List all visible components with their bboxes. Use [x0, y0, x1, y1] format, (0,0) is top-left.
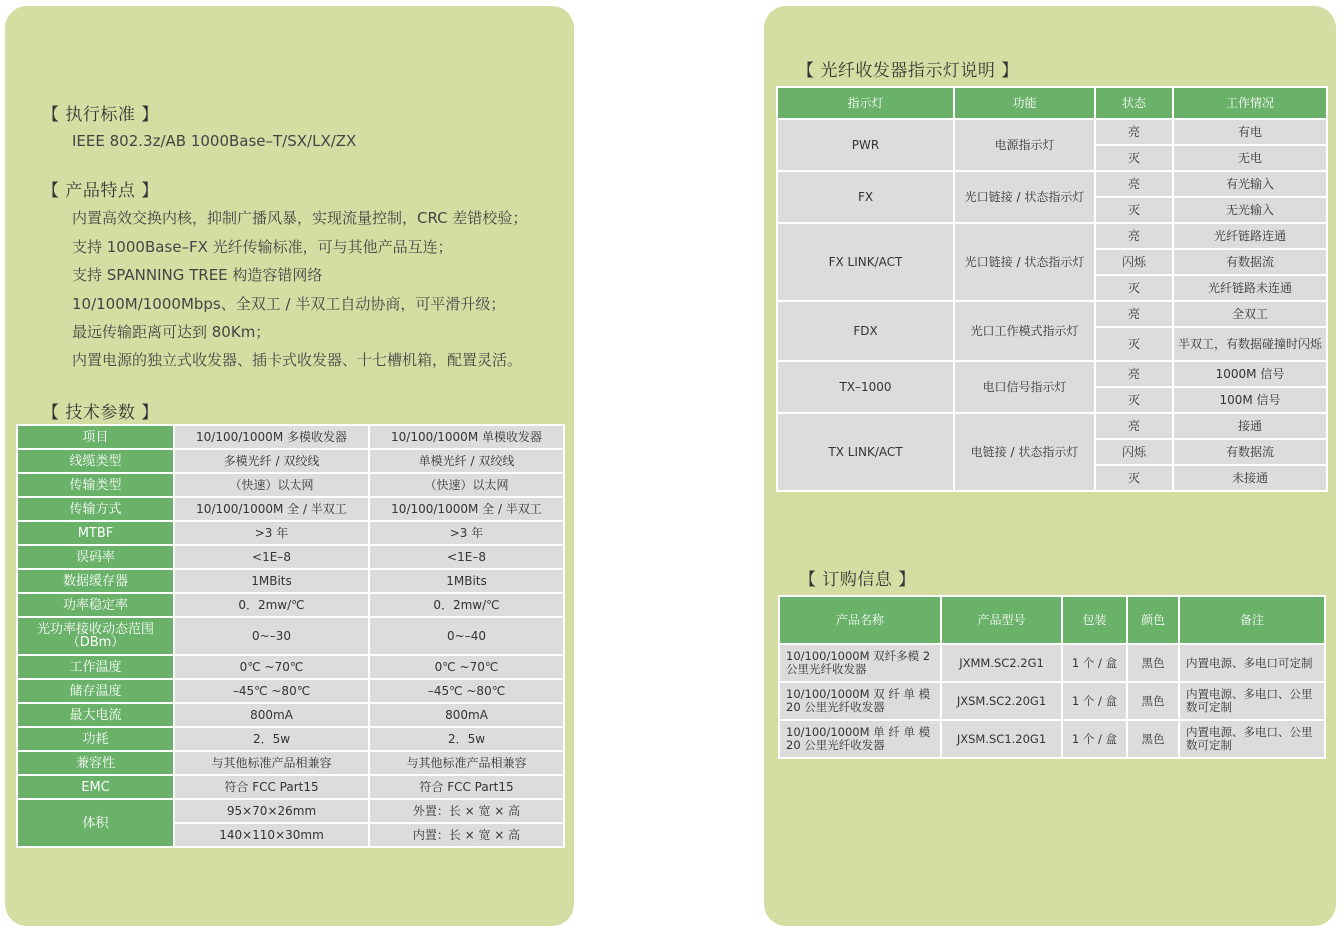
row-label: 线缆类型 — [17, 449, 174, 473]
table-cell: 2．5w — [369, 727, 564, 751]
indicator-function: 电源指示灯 — [954, 119, 1095, 171]
table-cell: 单模光纤 / 双绞线 — [369, 449, 564, 473]
indicator-condition: 无光输入 — [1173, 197, 1327, 223]
indicator-condition: 1000M 信号 — [1173, 361, 1327, 387]
table-cell: 符合 FCC Part15 — [369, 775, 564, 799]
table-cell: 800mA — [174, 703, 369, 727]
table-row — [779, 682, 1325, 720]
table-row — [17, 751, 564, 775]
indicator-name: TX LINK/ACT — [777, 413, 954, 491]
indicator-condition: 未接通 — [1173, 465, 1327, 491]
indicator-condition: 有电 — [1173, 119, 1327, 145]
indicator-condition: 光纤链路未连通 — [1173, 275, 1327, 301]
feature-line: 10/100M/1000Mbps、全双工 / 半双工自动协商，可平滑升级； — [72, 295, 506, 313]
standard-heading: 【 执行标准 】 — [42, 105, 159, 125]
table-header-row — [779, 596, 1325, 644]
row-label: 功率稳定率 — [17, 593, 174, 617]
table-cell: 10/100/1000M 全 / 半双工 — [174, 497, 369, 521]
indicator-state: 灭 — [1095, 275, 1173, 301]
header-cell: 指示灯 — [777, 87, 954, 119]
feature-line: 最远传输距离可达到 80Km； — [72, 323, 271, 341]
indicator-table — [776, 86, 1328, 492]
header-cell: 产品型号 — [941, 596, 1062, 644]
table-cell: 0℃ ~70℃ — [369, 655, 564, 679]
table-cell: <1E–8 — [174, 545, 369, 569]
table-row — [777, 223, 1327, 249]
table-row — [17, 521, 564, 545]
feature-line: 内置电源的独立式收发器、插卡式收发器、十七槽机箱，配置灵活。 — [72, 351, 523, 369]
indicator-state: 灭 — [1095, 145, 1173, 171]
header-cell: 状态 — [1095, 87, 1173, 119]
header-cell: 工作情况 — [1173, 87, 1327, 119]
indicator-state: 闪烁 — [1095, 249, 1173, 275]
indicator-name: FDX — [777, 301, 954, 361]
row-label: EMC — [17, 775, 174, 799]
features-heading: 【 产品特点 】 — [42, 181, 159, 201]
row-label: MTBF — [17, 521, 174, 545]
feature-line: 内置高效交换内核，抑制广播风暴，实现流量控制，CRC 差错校验； — [72, 209, 528, 227]
standard-text: IEEE 802.3z/AB 1000Base–T/SX/LX/ZX — [72, 132, 357, 150]
product-name: 10/100/1000M 双纤多模 2 公里光纤收发器 — [779, 644, 941, 682]
table-cell: 2．5w — [174, 727, 369, 751]
indicator-condition: 无电 — [1173, 145, 1327, 171]
indicator-function: 电口信号指示灯 — [954, 361, 1095, 413]
table-header-row — [777, 87, 1327, 119]
indicator-name: PWR — [777, 119, 954, 171]
product-note: 内置电源、多电口可定制 — [1179, 644, 1325, 682]
indicator-condition: 光纤链路连通 — [1173, 223, 1327, 249]
table-cell: >3 年 — [369, 521, 564, 545]
indicator-name: FX LINK/ACT — [777, 223, 954, 301]
indicator-state: 亮 — [1095, 171, 1173, 197]
table-cell: –45℃ ~80℃ — [174, 679, 369, 703]
table-row — [17, 569, 564, 593]
indicator-state: 灭 — [1095, 387, 1173, 413]
product-model: JXSM.SC2.20G1 — [941, 682, 1062, 720]
table-cell: 内置：长 × 宽 × 高 — [369, 823, 564, 847]
table-cell: 与其他标准产品相兼容 — [369, 751, 564, 775]
product-model: JXMM.SC2.2G1 — [941, 644, 1062, 682]
row-label: 最大电流 — [17, 703, 174, 727]
table-cell: 0℃ ~70℃ — [174, 655, 369, 679]
indicator-condition: 有光输入 — [1173, 171, 1327, 197]
indicator-condition: 半双工，有数据碰撞时闪烁 — [1173, 327, 1327, 361]
table-row — [17, 593, 564, 617]
indicator-function: 电链接 / 状态指示灯 — [954, 413, 1095, 491]
table-cell: （快速）以太网 — [174, 473, 369, 497]
feature-line: 支持 SPANNING TREE 构造容错网络 — [72, 266, 323, 284]
indicator-state: 灭 — [1095, 197, 1173, 223]
product-color: 黑色 — [1127, 682, 1179, 720]
header-cell: 功能 — [954, 87, 1095, 119]
header-cell: 10/100/1000M 多模收发器 — [174, 425, 369, 449]
product-note: 内置电源、多电口、公里数可定制 — [1179, 682, 1325, 720]
table-row — [777, 171, 1327, 197]
indicator-function: 光口链接 / 状态指示灯 — [954, 171, 1095, 223]
indicator-condition: 有数据流 — [1173, 249, 1327, 275]
row-label: 数据缓存器 — [17, 569, 174, 593]
table-cell: 800mA — [369, 703, 564, 727]
table-row — [779, 644, 1325, 682]
indicator-name: TX–1000 — [777, 361, 954, 413]
table-cell: 10/100/1000M 全 / 半双工 — [369, 497, 564, 521]
table-row — [777, 119, 1327, 145]
header-cell: 颜色 — [1127, 596, 1179, 644]
product-color: 黑色 — [1127, 644, 1179, 682]
indicator-condition: 接通 — [1173, 413, 1327, 439]
table-row — [17, 655, 564, 679]
indicator-condition: 100M 信号 — [1173, 387, 1327, 413]
indicator-function: 光口链接 / 状态指示灯 — [954, 223, 1095, 301]
table-row — [17, 545, 564, 569]
product-package: 1 个 / 盒 — [1062, 720, 1127, 758]
spec-table — [16, 424, 565, 848]
product-name: 10/100/1000M 双 纤 单 模 20 公里光纤收发器 — [779, 682, 941, 720]
indicator-state: 闪烁 — [1095, 439, 1173, 465]
row-label: 兼容性 — [17, 751, 174, 775]
indicator-name: FX — [777, 171, 954, 223]
table-row — [17, 473, 564, 497]
product-name: 10/100/1000M 单 纤 单 模 20 公里光纤收发器 — [779, 720, 941, 758]
header-cell: 包装 — [1062, 596, 1127, 644]
feature-line: 支持 1000Base–FX 光纤传输标准，可与其他产品互连； — [72, 238, 453, 256]
table-cell: 符合 FCC Part15 — [174, 775, 369, 799]
header-cell: 项目 — [17, 425, 174, 449]
table-row — [777, 361, 1327, 387]
specs-heading: 【 技术参数 】 — [42, 403, 159, 423]
table-cell: <1E–8 — [369, 545, 564, 569]
table-cell: 0．2mw/℃ — [174, 593, 369, 617]
table-cell: 0．2mw/℃ — [369, 593, 564, 617]
row-label: 光功率接收动态范围（DBm） — [17, 617, 174, 655]
order-heading: 【 订购信息 】 — [799, 570, 916, 590]
indicator-state: 亮 — [1095, 223, 1173, 249]
table-cell: 0~–40 — [369, 617, 564, 655]
indicator-state: 灭 — [1095, 465, 1173, 491]
indicator-function: 光口工作模式指示灯 — [954, 301, 1095, 361]
table-row — [17, 703, 564, 727]
header-cell: 10/100/1000M 单模收发器 — [369, 425, 564, 449]
order-table — [778, 595, 1326, 759]
product-package: 1 个 / 盒 — [1062, 682, 1127, 720]
table-cell: 与其他标准产品相兼容 — [174, 751, 369, 775]
header-cell: 备注 — [1179, 596, 1325, 644]
header-cell: 产品名称 — [779, 596, 941, 644]
table-cell: 1MBits — [369, 569, 564, 593]
indicator-state: 亮 — [1095, 301, 1173, 327]
indicator-state: 亮 — [1095, 119, 1173, 145]
table-cell: 95×70×26mm — [174, 799, 369, 823]
table-row — [17, 497, 564, 521]
table-row — [17, 449, 564, 473]
table-row — [17, 679, 564, 703]
product-package: 1 个 / 盒 — [1062, 644, 1127, 682]
row-label: 传输方式 — [17, 497, 174, 521]
table-cell: –45℃ ~80℃ — [369, 679, 564, 703]
row-label: 体积 — [17, 799, 174, 847]
table-row — [17, 775, 564, 799]
table-cell: 多模光纤 / 双绞线 — [174, 449, 369, 473]
product-note: 内置电源、多电口、公里数可定制 — [1179, 720, 1325, 758]
table-row — [777, 301, 1327, 327]
table-row — [777, 413, 1327, 439]
row-label: 工作温度 — [17, 655, 174, 679]
table-cell: （快速）以太网 — [369, 473, 564, 497]
table-row — [779, 720, 1325, 758]
table-cell: 0~–30 — [174, 617, 369, 655]
indicator-state: 灭 — [1095, 327, 1173, 361]
row-label: 传输类型 — [17, 473, 174, 497]
indicator-state: 亮 — [1095, 361, 1173, 387]
indicator-condition: 有数据流 — [1173, 439, 1327, 465]
table-row — [17, 799, 564, 823]
indicator-state: 亮 — [1095, 413, 1173, 439]
product-model: JXSM.SC1.20G1 — [941, 720, 1062, 758]
table-cell: >3 年 — [174, 521, 369, 545]
table-row — [17, 727, 564, 751]
table-header-row — [17, 425, 564, 449]
table-cell: 1MBits — [174, 569, 369, 593]
indicator-condition: 全双工 — [1173, 301, 1327, 327]
row-label: 储存温度 — [17, 679, 174, 703]
table-cell: 外置：长 × 宽 × 高 — [369, 799, 564, 823]
product-color: 黑色 — [1127, 720, 1179, 758]
table-row — [17, 617, 564, 655]
row-label: 误码率 — [17, 545, 174, 569]
row-label: 功耗 — [17, 727, 174, 751]
table-cell: 140×110×30mm — [174, 823, 369, 847]
indicator-heading: 【 光纤收发器指示灯说明 】 — [797, 61, 1019, 81]
